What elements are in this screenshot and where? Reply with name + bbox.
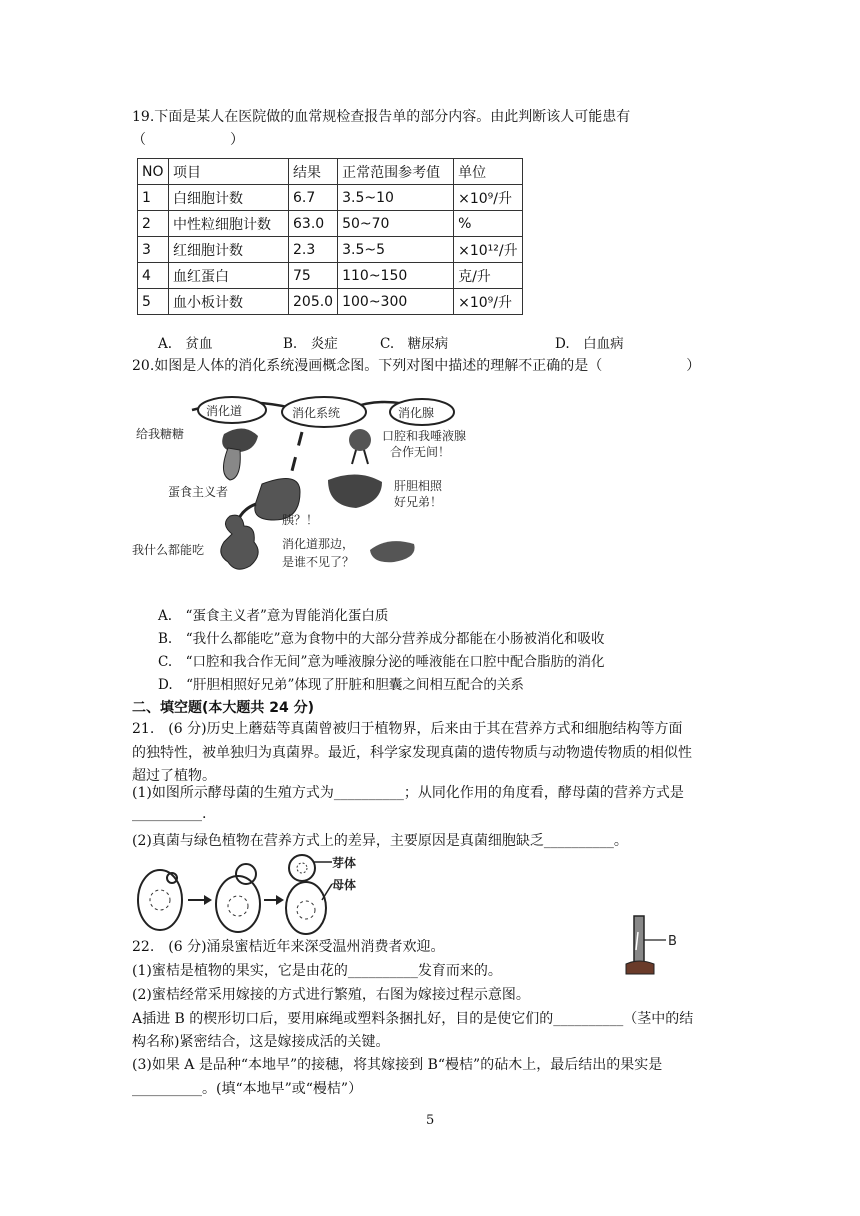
- cell-unit: ×10⁹/升: [454, 185, 523, 211]
- label-pancreas-question: 胰？！: [282, 513, 319, 527]
- table-row: [138, 211, 523, 237]
- scion-stem: [634, 916, 644, 964]
- cell-no: 2: [138, 211, 169, 237]
- q19-answer-paren: （ ）: [132, 132, 244, 148]
- label-salivary-2: 合作无间！: [390, 445, 451, 459]
- q22-line-4: A插进 B 的楔形切口后，要用麻绳或塑料条捆扎好，目的是使它们的__________（茎中的结: [132, 1011, 694, 1027]
- cell-unit: %: [454, 211, 523, 237]
- cell-unit: ×10⁹/升: [454, 289, 523, 315]
- cell-item: 红细胞计数: [169, 237, 289, 263]
- cell-no: 1: [138, 185, 169, 211]
- table-row: [138, 263, 523, 289]
- q19-option-b: B. 炎症: [283, 336, 338, 352]
- cell-range: 3.5~10: [338, 185, 454, 211]
- page-number: 5: [426, 1113, 435, 1128]
- q22-line-6: (3)如果 A 是品种“本地早”的接穗，将其嫁接到 B“槾桔”的砧木上，最后结出的果实是: [132, 1057, 663, 1073]
- pancreas-icon: [370, 541, 415, 562]
- q19-option-a: A. 贫血: [158, 336, 213, 352]
- q22-line-1: 22. (6 分)涌泉蜜桔近年来深受温州消费者欢迎。: [132, 939, 445, 955]
- mature-bud: [289, 855, 315, 881]
- q20-option-a: A. “蛋食主义者”意为胃能消化蛋白质: [158, 608, 389, 624]
- q22-line-7: __________。(填“本地早”或“槾桔”）: [132, 1081, 363, 1097]
- table-row: [138, 185, 523, 211]
- label-liver: 肝胆相照: [394, 479, 443, 493]
- cell-unit: ×10¹²/升: [454, 237, 523, 263]
- q21-line-2: 的独特性，被单独归为真菌界。最近，科学家发现真菌的遗传物质与动物遗传物质的相似性: [132, 745, 692, 761]
- q21-line-3: 超过了植物。: [132, 768, 216, 784]
- grafting-diagram: [622, 912, 688, 978]
- q19-option-d: D. 白血病: [555, 336, 624, 352]
- q21-line-5: __________.: [132, 806, 207, 822]
- cell-item: 中性粒细胞计数: [169, 211, 289, 237]
- label-intestine: 我什么都能吃: [132, 543, 205, 557]
- cell-result: 2.3: [289, 237, 338, 263]
- blood-test-table: [137, 158, 523, 315]
- q21-line-6: (2)真菌与绿色植物在营养方式上的差异，主要原因是真菌细胞缺乏__________。: [132, 833, 628, 849]
- q21-line-1: 21. (6 分)历史上蘑菇等真菌曾被归于植物界，后来由于其在营养方式和细胞结构等方面: [132, 721, 683, 737]
- liver-icon: [328, 474, 382, 508]
- q21-line-4: (1)如图所示酵母菌的生殖方式为__________；从同化作用的角度看，酵母菌的营养方式是: [132, 785, 684, 801]
- cell-range: 100~300: [338, 289, 454, 315]
- label-pancreas-2: 是谁不见了？: [282, 555, 355, 569]
- cell-range: 50~70: [338, 211, 454, 237]
- cell-result: 205.0: [289, 289, 338, 315]
- q19-stem: 19.下面是某人在医院做的血常规检查报告单的部分内容。由此判断该人可能患有: [132, 109, 631, 125]
- label-digestive-system: 消化系统: [292, 406, 341, 420]
- cell-no: 5: [138, 289, 169, 315]
- cell-unit: 克/升: [454, 263, 523, 289]
- cell-range: 110~150: [338, 263, 454, 289]
- cell-item: 血小板计数: [169, 289, 289, 315]
- yeast-cell-1: [138, 870, 182, 930]
- label-digestive-gland: 消化腺: [398, 406, 435, 420]
- tongue-icon: [223, 448, 240, 480]
- label-pancreas: 消化道那边，: [282, 537, 355, 551]
- section-title: 二、填空题(本大题共 24 分): [132, 700, 315, 716]
- cell-result: 75: [289, 263, 338, 289]
- cell-no: 3: [138, 237, 169, 263]
- label-stomach: 蛋食主义者: [168, 485, 229, 499]
- q22-line-2: (1)蜜桔是植物的果实，它是由花的__________发育而来的。: [132, 963, 502, 979]
- q20-option-d: D. “肝胆相照好兄弟”体现了肝脏和胆囊之间相互配合的关系: [158, 677, 524, 693]
- intestine-icon: [221, 515, 258, 569]
- yeast-cell-3: [286, 882, 326, 934]
- rootstock-b: [626, 961, 654, 974]
- label-salivary: 口腔和我唾液腺: [382, 429, 467, 443]
- cell-result: 63.0: [289, 211, 338, 237]
- q19-option-c: C. 糖尿病: [380, 336, 449, 352]
- growing-bud: [236, 864, 256, 884]
- label-mother-cell: 母体: [332, 878, 357, 892]
- label-digestive-tract: 消化道: [206, 404, 243, 418]
- q20-option-b: B. “我什么都能吃”意为食物中的大部分营养成分都能在小肠被消化和吸收: [158, 631, 605, 647]
- q20-option-c: C. “口腔和我合作无间”意为唾液腺分泌的唾液能在口腔中配合脂肪的消化: [158, 654, 605, 670]
- yeast-budding-diagram: [130, 850, 360, 938]
- cell-range: 3.5~5: [338, 237, 454, 263]
- table-row: [138, 289, 523, 315]
- col-header-range: 正常范围参考值: [338, 159, 454, 185]
- table-header-row: [138, 159, 523, 185]
- cell-no: 4: [138, 263, 169, 289]
- label-liver-2: 好兄弟！: [394, 495, 443, 509]
- label-bud: 芽体: [332, 856, 357, 870]
- col-header-item: 项目: [169, 159, 289, 185]
- yeast-cell-2: [216, 876, 260, 932]
- table-row: [138, 237, 523, 263]
- q20-stem: 20.如图是人体的消化系统漫画概念图。下列对图中描述的理解不正确的是（ ）: [132, 358, 701, 374]
- q22-line-3: (2)蜜桔经常采用嫁接的方式进行繁殖，右图为嫁接过程示意图。: [132, 987, 530, 1003]
- label-mouth: 给我糖糖: [136, 427, 185, 441]
- cell-result: 6.7: [289, 185, 338, 211]
- digestive-system-cartoon: [132, 392, 482, 578]
- col-header-no: NO: [138, 159, 169, 185]
- q22-line-5: 构名称)紧密结合，这是嫁接成活的关键。: [132, 1034, 390, 1050]
- col-header-unit: 单位: [454, 159, 523, 185]
- col-header-result: 结果: [289, 159, 338, 185]
- cell-item: 血红蛋白: [169, 263, 289, 289]
- label-b: B: [668, 934, 677, 949]
- salivary-gland-icon: [349, 429, 371, 451]
- cell-item: 白细胞计数: [169, 185, 289, 211]
